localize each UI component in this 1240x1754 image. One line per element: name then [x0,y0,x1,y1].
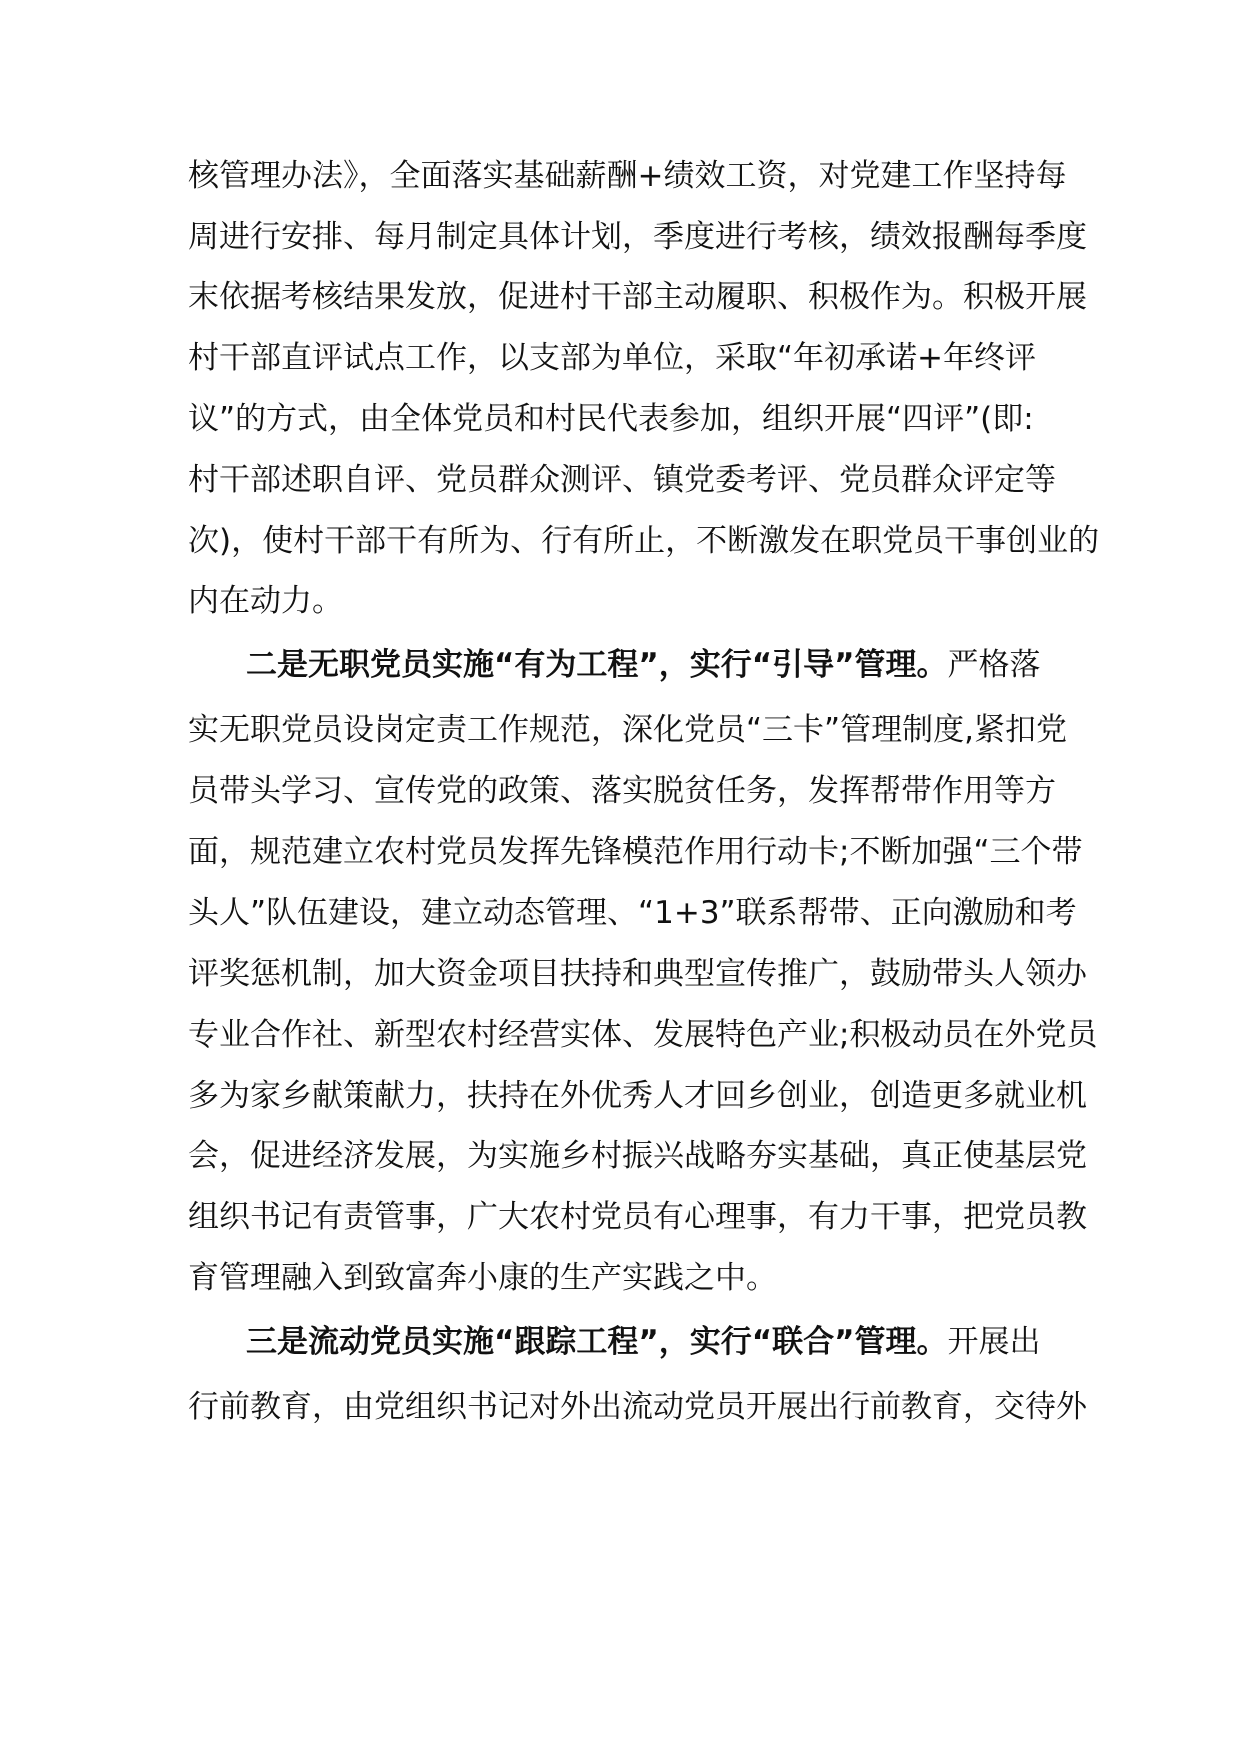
text-line: 育管理融入到致富奔小康的生产实践之中。 [188,1260,777,1296]
text-line: 末依据考核结果发放，促进村干部主动履职、积极作为。积极开展 [188,279,1087,315]
text-line: 会，促进经济发展，为实施乡村振兴战略夯实基础，真正使基层党 [188,1138,1087,1174]
text-line: 头人”队伍建设，建立动态管理、“1+3”联系帮带、正向激励和考 [188,895,1077,931]
text-line: 专业合作社、新型农村经营实体、发展特色产业;积极动员在外党员 [188,1017,1098,1053]
text-line: 周进行安排、每月制定具体计划，季度进行考核，绩效报酬每季度 [188,219,1087,255]
paragraph-first-line [246,1317,1041,1367]
text-line: 评奖惩机制，加大资金项目扶持和典型宣传推广，鼓励带头人领办 [188,956,1087,992]
paragraph-heading: 三是流动党员实施“跟踪工程”，实行“联合”管理。 [246,1324,948,1360]
text-span: 严格落 [947,647,1041,683]
text-line: 次)，使村干部干有所为、行有所止，不断激发在职党员干事创业的 [188,523,1100,559]
text-line: 议”的方式，由全体党员和村民代表参加，组织开展“四评”(即: [188,401,1034,437]
text-line: 村干部直评试点工作，以支部为单位，采取“年初承诺+年终评 [188,340,1037,376]
text-span: 开展出 [947,1324,1041,1360]
paragraph-heading: 二是无职党员实施“有为工程”，实行“引导”管理。 [246,647,948,683]
text-line: 内在动力。 [188,583,343,619]
text-line: 核管理办法》，全面落实基础薪酬+绩效工资，对党建工作坚持每 [188,158,1067,194]
text-line: 员带头学习、宣传党的政策、落实脱贫任务，发挥帮带作用等方 [188,773,1056,809]
text-line: 多为家乡献策献力，扶持在外优秀人才回乡创业，创造更多就业机 [188,1078,1087,1114]
text-line: 行前教育，由党组织书记对外出流动党员开展出行前教育，交待外 [188,1389,1087,1425]
text-line: 组织书记有责管事，广大农村党员有心理事，有力干事，把党员教 [188,1199,1087,1235]
text-line: 实无职党员设岗定责工作规范，深化党员“三卡”管理制度,紧扣党 [188,712,1067,748]
text-line: 面，规范建立农村党员发挥先锋模范作用行动卡;不断加强“三个带 [188,834,1083,870]
paragraph-first-line [246,640,1041,690]
text-line: 村干部述职自评、党员群众测评、镇党委考评、党员群众评定等 [188,462,1056,498]
